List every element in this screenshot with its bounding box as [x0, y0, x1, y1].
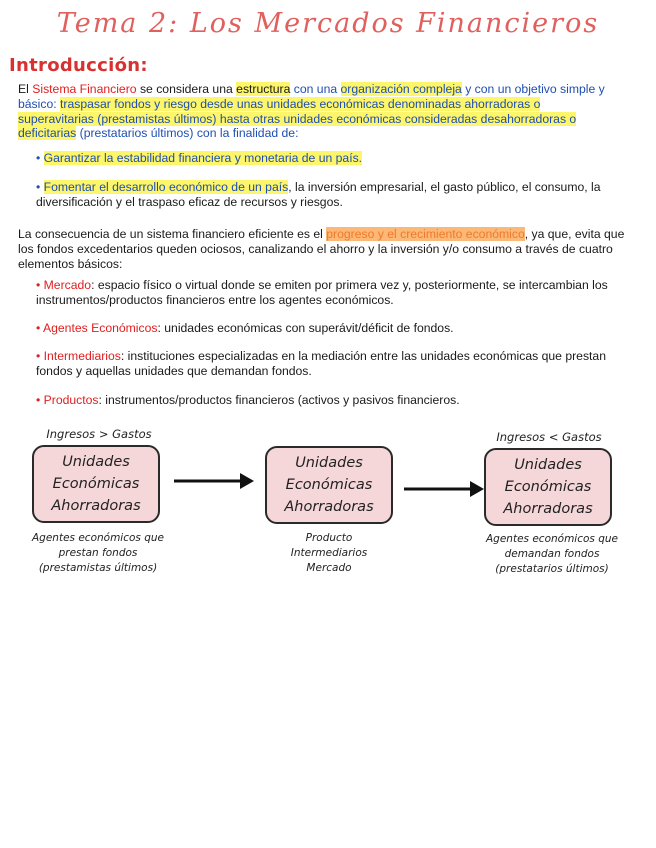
box-line: Económicas — [52, 476, 140, 492]
sub-intermediarios — [265, 531, 393, 576]
box-unidades-3 — [484, 448, 612, 526]
bullet-text: Garantizar la estabilidad financiera y monetaria de un país. — [43, 151, 363, 165]
element-desc: : unidades económicas con superávit/déficit de fondos. — [157, 321, 454, 335]
box-line: Unidades — [295, 455, 363, 471]
intro-hl-estructura: estructura — [236, 82, 291, 96]
intro-term-sistema: Sistema Financiero — [32, 82, 137, 96]
bullet-text: , la inversión empresarial, el gasto público, el consumo, la diversificación y el traspaso eficaz de recursos y riesgos. — [36, 180, 601, 209]
consequence-hl: progreso y el crecimiento económico — [326, 227, 525, 241]
sub-line: Intermediarios — [290, 547, 368, 559]
consequence-text-3: , ya que, evita que los fondos excedentarios queden ociosos, canalizando el ahorro y la inversión y/o consumo a través de cuatro elementos básicos: — [18, 227, 625, 271]
box-line: Económicas — [504, 479, 592, 495]
sub-line: (prestamistas últimos) — [38, 562, 158, 574]
sub-line: Producto — [305, 532, 353, 544]
sub-line: Mercado — [306, 562, 352, 574]
box-line: Unidades — [514, 457, 582, 473]
intro-text-9: (prestatarios últimos) con la finalidad de: — [76, 126, 299, 141]
element-desc: : espacio físico o virtual donde se emiten por primera vez y, posteriormente, se intercambian los instrumentos/productos financieros entre los agentes económicos. — [36, 278, 608, 307]
sub-line: (prestatarios últimos) — [495, 563, 609, 575]
intro-text-1: El — [18, 82, 33, 96]
sub-line: prestan fondos — [58, 547, 138, 559]
element-productos — [36, 393, 626, 408]
element-name: Productos — [43, 393, 99, 407]
element-intermediarios — [36, 349, 628, 379]
consequence-text-1: La consecuencia de un sistema financiero eficiente es el — [18, 227, 327, 241]
box-unidades-1 — [32, 445, 160, 523]
section-heading: Introducción: — [9, 55, 148, 76]
box-line: Ahorradoras — [284, 499, 374, 515]
bullet-dot: • — [36, 321, 43, 335]
intro-text-5: con una — [290, 82, 341, 96]
element-name: Intermediarios — [43, 349, 121, 363]
element-name: Mercado — [43, 278, 92, 292]
box-line: Ahorradoras — [503, 501, 593, 517]
caption-ingresos-menor: Ingresos < Gastos — [496, 430, 602, 444]
sub-line: Agentes económicos que — [31, 532, 164, 544]
box-line: Unidades — [62, 454, 130, 470]
sub-line: Agentes económicos que — [485, 533, 618, 545]
sub-line: demandan fondos — [504, 548, 600, 560]
page-title: Tema 2: Los Mercados Financieros — [56, 8, 600, 39]
element-desc: : instituciones especializadas en la mediación entre las unidades económicas que prestan fondos y aquellas unidades que demandan fondos. — [36, 349, 606, 378]
box-unidades-2 — [265, 446, 393, 524]
sub-prestatarios — [474, 532, 630, 577]
box-line: Ahorradoras — [51, 498, 141, 514]
intro-text-7: y con un objetivo simple y básico: — [18, 82, 605, 111]
bullet-dot: • — [36, 151, 44, 165]
intro-paragraph — [18, 82, 618, 141]
caption-ingresos-mayor: Ingresos > Gastos — [46, 427, 152, 441]
arrow-right-icon — [402, 478, 486, 500]
intro-hl-traspasar: traspasar fondos y riesgo desde unas unidades económicas denominadas ahorradoras o superavitarias (prestamistas últimos) hasta otras unidades económicas consideradas desahorradoras o deficitarias — [18, 96, 577, 141]
bullet-dot: • — [36, 278, 44, 292]
intro-text-3: se considera una — [136, 82, 237, 96]
element-agentes — [36, 321, 626, 336]
arrow-right-icon — [172, 470, 256, 492]
sub-prestamistas — [20, 531, 176, 576]
box-line: Económicas — [285, 477, 373, 493]
bullet-dot: • — [36, 349, 44, 363]
bullet-dot: • — [36, 180, 44, 194]
bullet-dot: • — [36, 393, 44, 407]
bullet-text-hl: Fomentar el desarrollo económico de un país — [43, 180, 289, 194]
element-mercado — [36, 278, 626, 308]
bullet-desarrollo — [36, 180, 626, 210]
element-name: Agentes Económicos — [42, 321, 158, 335]
consequence-paragraph — [18, 227, 626, 271]
element-desc: : instrumentos/productos financieros (activos y pasivos financieros. — [98, 393, 460, 407]
intro-hl-organizacion: organización compleja — [340, 82, 462, 96]
bullet-estabilidad — [36, 151, 626, 166]
